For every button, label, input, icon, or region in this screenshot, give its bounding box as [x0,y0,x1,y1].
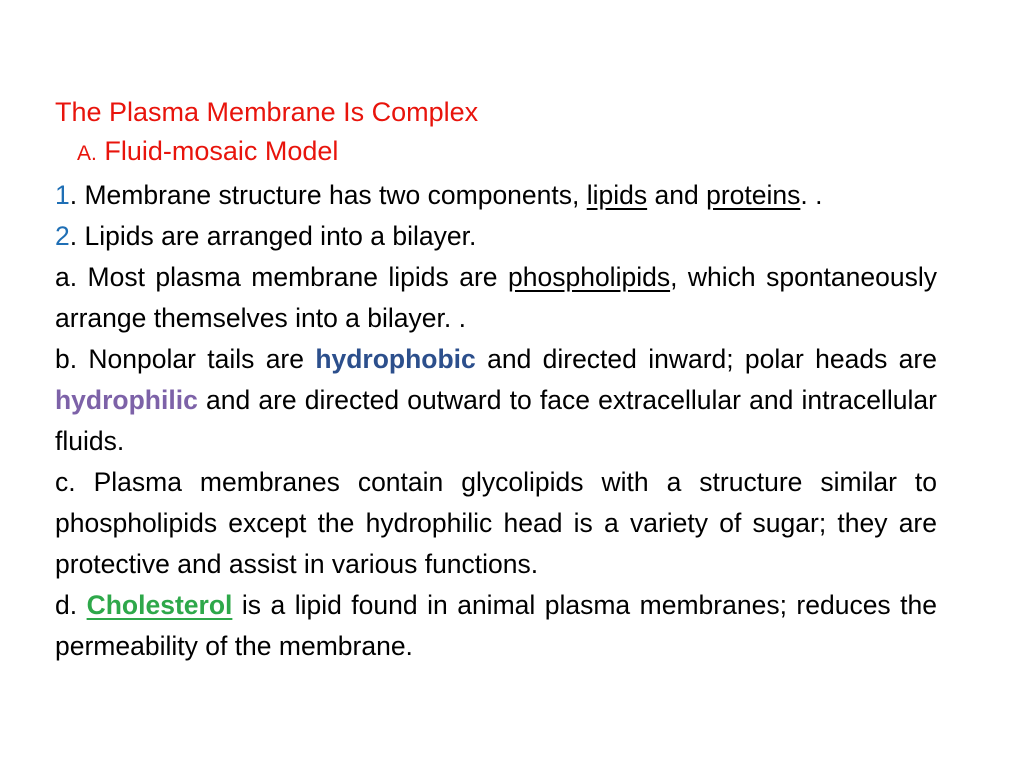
point-a-text-a: a. Most plasma membrane lipids are [55,262,508,292]
point-1-text-a: . Membrane structure has two components, [69,180,587,210]
point-d-text-b: is a lipid found in animal plasma membranes; reduces the permeability of the membrane. [55,590,938,661]
point-1 [55,175,937,216]
term-proteins: proteins [706,180,801,210]
point-b [55,339,937,462]
slide-content [55,94,937,667]
term-hydrophilic: hydrophilic [55,385,198,415]
point-2-text: . Lipids are arranged into a bilayer. [69,221,477,251]
subtitle-text: Fluid-mosaic Model [104,136,339,166]
slide-subtitle [77,130,937,175]
point-c [55,462,937,585]
term-phospholipids: phospholipids [508,262,671,292]
point-d [55,585,937,667]
point-a [55,257,937,339]
point-b-text-c: and are directed outward to face extracellular and intracellular fluids. [55,385,937,456]
point-a-text-b: , which spontaneously arrange themselves into a bilayer. . [55,262,937,333]
point-1-text-b: and [647,180,707,210]
point-b-text-a: b. Nonpolar tails are [55,344,316,374]
point-1-number: 1 [55,180,70,210]
term-lipids: lipids [586,180,648,210]
point-c-text: c. Plasma membranes contain glycolipids with a structure similar to phospholipids except the hydrophilic head is a variety of sugar; they are protective and assist in various functions. [55,467,937,579]
term-cholesterol: Cholesterol [86,590,233,620]
term-hydrophobic: hydrophobic [315,344,476,374]
point-2 [55,216,937,257]
subtitle-marker: A. [77,142,97,165]
point-1-text-c: . . [800,180,823,210]
slide-title: The Plasma Membrane Is Complex [55,97,479,127]
point-b-text-b: and directed inward; polar heads are [475,344,937,374]
point-2-number: 2 [55,221,70,251]
point-d-text-a: d. [55,590,87,620]
